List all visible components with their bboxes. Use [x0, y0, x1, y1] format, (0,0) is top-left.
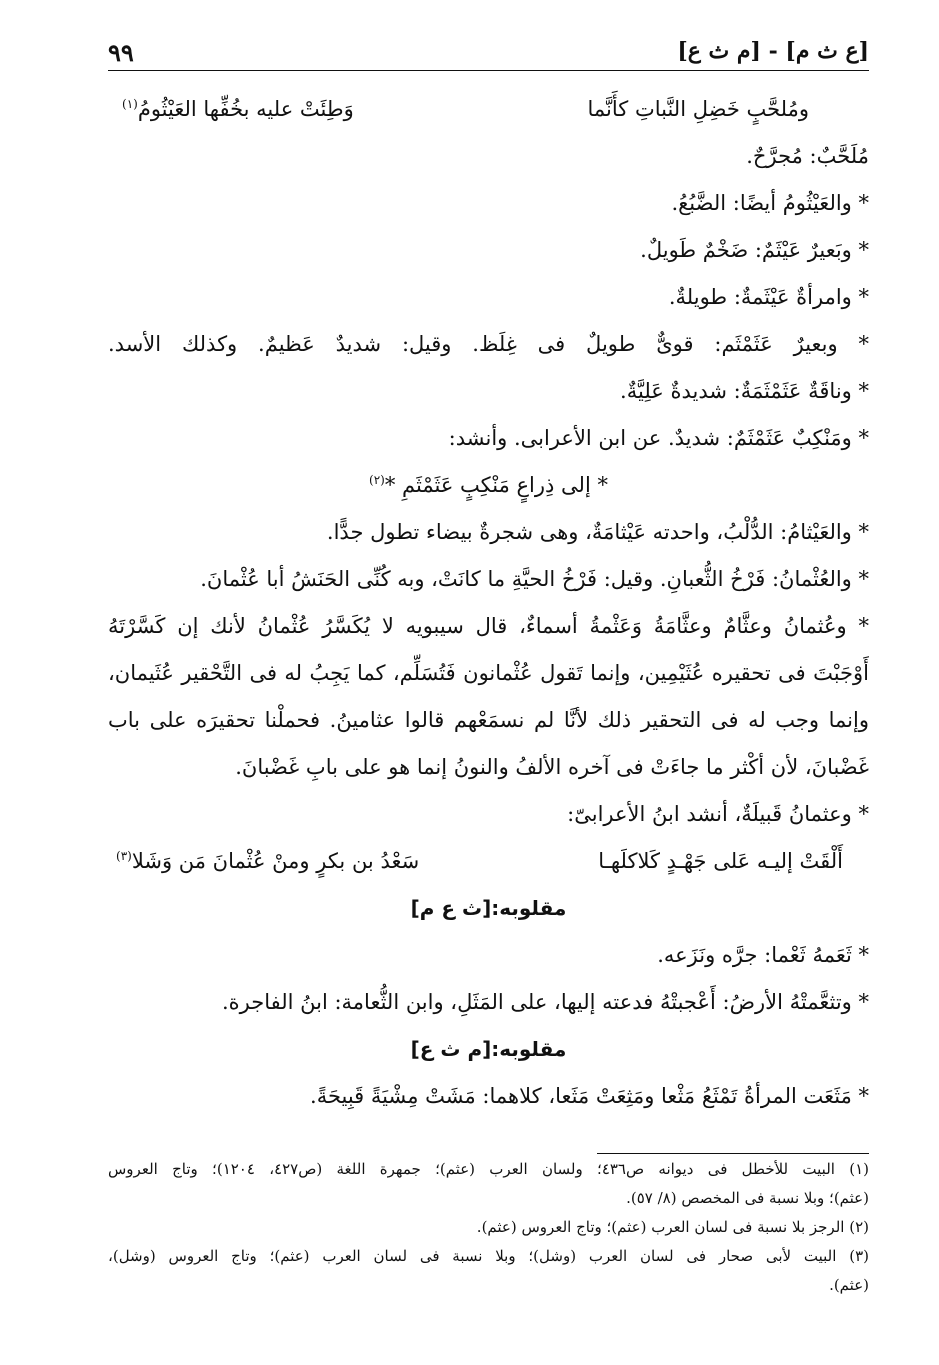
section-heading-2: مقلوبه:[م ث ع] — [410, 1037, 567, 1061]
footnote-rule — [597, 1153, 869, 1154]
text-line-7: * وناقَةٌ عَثَمْثَمَةٌ: شديدةٌ عَلِيَّةٌ. — [620, 379, 869, 403]
text-line-15: غَضْبانَ، لأن أكْثر ما جاءَتْ فى آخره الألفُ والنونُ إنما هو على بابِ غَضْبانَ. — [235, 755, 869, 779]
footnote-ref-1: (١) — [122, 97, 138, 111]
verse-hemistich-2-text: وَطِئَتْ عليه بخُفِّها العَيْثُومُ — [137, 97, 354, 121]
text-line-20: * مَثَعَت المرأةُ تَمْثَعُ مَثْعا ومَثِعَتْ مَثَعا، كلاهما: مَشَتْ مِشْيَةً قَبِيحَةً. — [310, 1084, 869, 1108]
footnote-2: (٢) الرجز بلا نسبة فى لسان العرب (عثم)؛ وتاج العروس (عثم). — [476, 1218, 869, 1236]
footnote-ref-2: (٢) — [369, 473, 385, 487]
text-line-19: * وتثعَّمتْهُ الأرضُ: أَعْجبتْهُ فدعته إليها، على المَثَلِ، وابن الثُّعامة: ابنُ الفاجرة. — [221, 990, 869, 1014]
verse2-hemistich-2: أَلْقَتْ إليـه عَلى جَهْـدٍ كَلاكلَهـا — [598, 849, 843, 873]
text-line-8: * ومَنْكِبٌ عَثَمْثَمٌ: شديدٌ. عن ابن الأعرابى. وأنشد: — [448, 426, 869, 450]
verse-hemistich-1: ومُلحَّبٍ خَضِلِ النَّباتِ كأَنَّما — [587, 97, 809, 121]
text-line-16: * وعثمانُ قَبيلَةٌ، أنشد ابنُ الأعرابىّ: — [567, 802, 869, 826]
header-root-title: [ع ث م] - [م ث ع] — [677, 38, 869, 64]
main-text — [108, 86, 869, 1120]
rajaz-text: * إلى ذِراعٍ مَنْكِبٍ عَثَمْثَمِ * — [384, 473, 608, 497]
text-line-18: * ثَعَمهُ ثَعْما: جرَّه ونَزَعه. — [657, 943, 869, 967]
page-number: ٩٩ — [108, 38, 134, 67]
footnote-3-line-1: (٣) البيت لأبى صحار فى لسان العرب (وشل)؛ وبلا نسبة فى لسان العرب (عثم)؛ وتاج العروس (وشل)، — [108, 1247, 869, 1265]
text-line-3: * والعَيْثُومُ أيضًا: الضَّبُعُ. — [671, 191, 869, 215]
text-line-13: أَوْجَبْتَ فى تحقيره عُثَيْمِين، وإنما تَقول عُثْمانون فَتُسَلِّم، كما يَجِبُ له فى التَّحْقير عُثَيمان، — [108, 661, 869, 685]
verse-line-1 — [108, 86, 869, 133]
verse2-hemistich-1-text: سَعْدُ بن بكرٍ ومنْ عُثْمانَ مَن وَشَلا — [131, 849, 420, 873]
footnote-1-line-2: (عثم)؛ وبلا نسبة فى المخصص (٨/ ٥٧). — [626, 1189, 869, 1207]
footnote-1-line-1: (١) البيت للأخطل فى ديوانه ص٤٣٦؛ ولسان العرب (عثم)؛ جمهرة اللغة (ص٤٢٧، ١٢٠٤)؛ وتاج العروس — [108, 1160, 869, 1178]
text-line-6: * وبعيرٌ عَثَمْثَم: قوىٌّ طويلٌ فى غِلَظ. وقيل: شديدٌ عَظيمٌ. وكذلك الأسد. — [108, 332, 869, 356]
page-header — [108, 38, 869, 68]
footnote-ref-3: (٣) — [116, 849, 132, 863]
verse2-hemistich-1 — [116, 838, 419, 885]
footnotes — [108, 1155, 869, 1300]
text-line-2: مُلَحَّبٌ: مُجرَّحٌ. — [746, 144, 869, 168]
text-line-12: * وعُثمانُ وعثَّامٌ وعثَّامَةُ وَعَثْمةُ أسماءٌ، قال سيبويه لا يُكَسَّرُ عُثْمانُ لأنك إن كَسَّرْتَهُ — [108, 614, 869, 638]
section-heading-1: مقلوبه:[ث ع م] — [410, 896, 567, 920]
text-line-14: وإنما وجب له فى التحقير ذلك لأنَّا لم نسمَعْهم قالوا عثامينُ. فحملْنا تحقيرَه على باب — [108, 708, 869, 732]
text-line-10: * والعَيْثامُ: الدُّلْبُ، واحدته عَيْثامَةٌ، وهى شجرةٌ بيضاء تطول جدًّا. — [326, 520, 869, 544]
text-line-5: * وامرأةٌ عَيْثَمةٌ: طويلةٌ. — [668, 285, 869, 309]
text-line-4: * وبَعيرٌ عَيْثَمٌ: ضَخْمٌ طَويلٌ. — [640, 238, 869, 262]
verse-line-2 — [108, 838, 869, 885]
rajaz-line — [108, 462, 869, 509]
header-rule — [108, 70, 869, 71]
verse-hemistich-2 — [122, 86, 354, 133]
footnote-3-line-2: (عثم). — [829, 1276, 869, 1294]
text-line-11: * والعُثْمانُ: فَرْخُ الثُّعبانِ. وقيل: فَرْخُ الحيَّةِ ما كانَتْ، وبه كُنِّى الحَنَشُ أبا عُثْمانَ. — [200, 567, 869, 591]
